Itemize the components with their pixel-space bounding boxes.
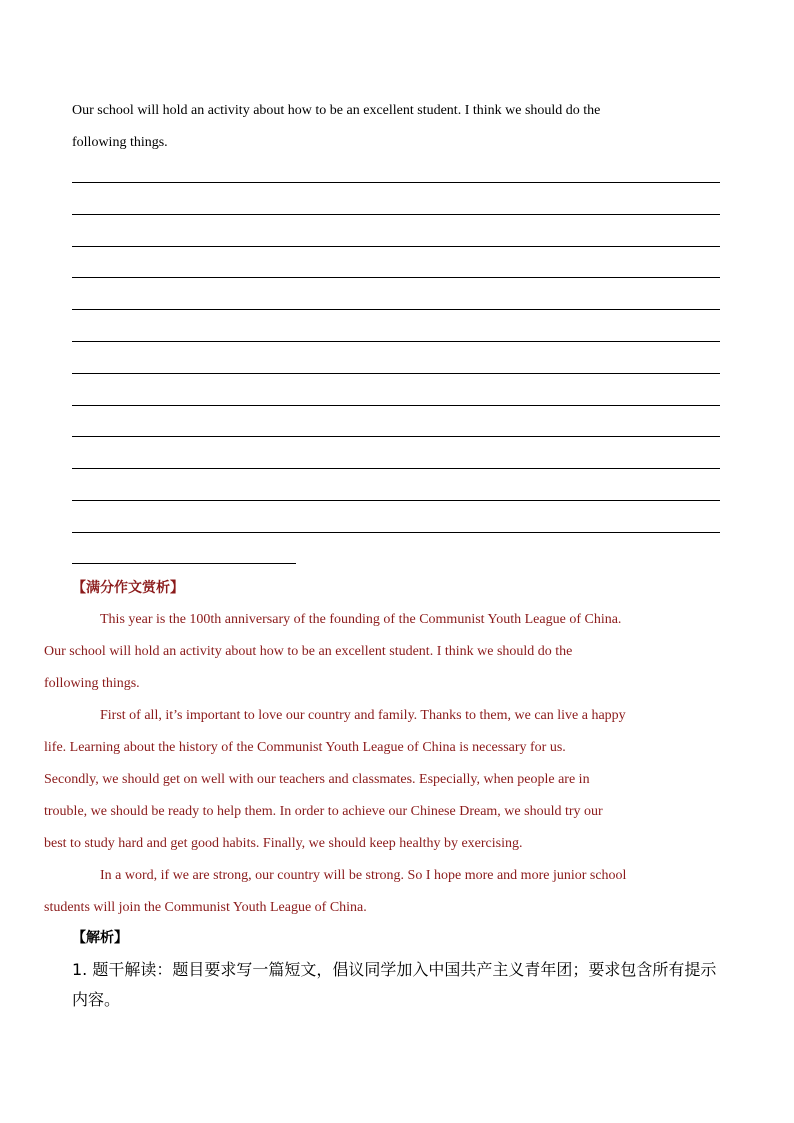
answer-line: [72, 182, 720, 183]
answer-line: [72, 532, 720, 533]
essay-line: best to study hard and get good habits. Finally, we should keep healthy by exercising.: [44, 836, 523, 851]
answer-line-short: [72, 563, 296, 564]
analysis-text: 1. 题干解读：题目要求写一篇短文，倡议同学加入中国共产主义青年团；要求包含所有提示内容。: [72, 960, 717, 1009]
answer-line: [72, 309, 720, 310]
essay-paragraph-2: [44, 700, 720, 860]
essay-line: Our school will hold an activity about how to be an excellent student. I think we should do the: [44, 644, 573, 659]
answer-line: [72, 246, 720, 247]
analysis-heading: 【解析】: [72, 930, 128, 946]
essay-line: First of all, it’s important to love our country and family. Thanks to them, we can live a happy: [100, 708, 626, 723]
prompt-text: [72, 95, 722, 159]
prompt-line-1: Our school will hold an activity about how to be an excellent student. I think we should do the: [72, 103, 601, 118]
essay-paragraph-1: [44, 604, 720, 700]
sample-essay: [44, 604, 720, 924]
essay-line: Secondly, we should get on well with our teachers and classmates. Especially, when people are in: [44, 772, 590, 787]
prompt-line-2: following things.: [72, 135, 168, 150]
essay-line: In a word, if we are strong, our country will be strong. So I hope more and more junior school: [100, 868, 627, 883]
answer-line: [72, 373, 720, 374]
answer-line: [72, 214, 720, 215]
answer-line: [72, 436, 720, 437]
answer-line: [72, 341, 720, 342]
sample-essay-heading: 【满分作文赏析】: [72, 580, 184, 596]
answer-line: [72, 277, 720, 278]
answer-line: [72, 405, 720, 406]
essay-line: life. Learning about the history of the Communist Youth League of China is necessary for us.: [44, 740, 566, 755]
essay-line: students will join the Communist Youth League of China.: [44, 900, 367, 915]
essay-line: following things.: [44, 676, 140, 691]
essay-line: This year is the 100th anniversary of the founding of the Communist Youth League of China.: [100, 612, 622, 627]
answer-line: [72, 500, 720, 501]
answer-line: [72, 468, 720, 469]
essay-line: trouble, we should be ready to help them. In order to achieve our Chinese Dream, we should try our: [44, 804, 603, 819]
essay-paragraph-3: [44, 860, 720, 924]
